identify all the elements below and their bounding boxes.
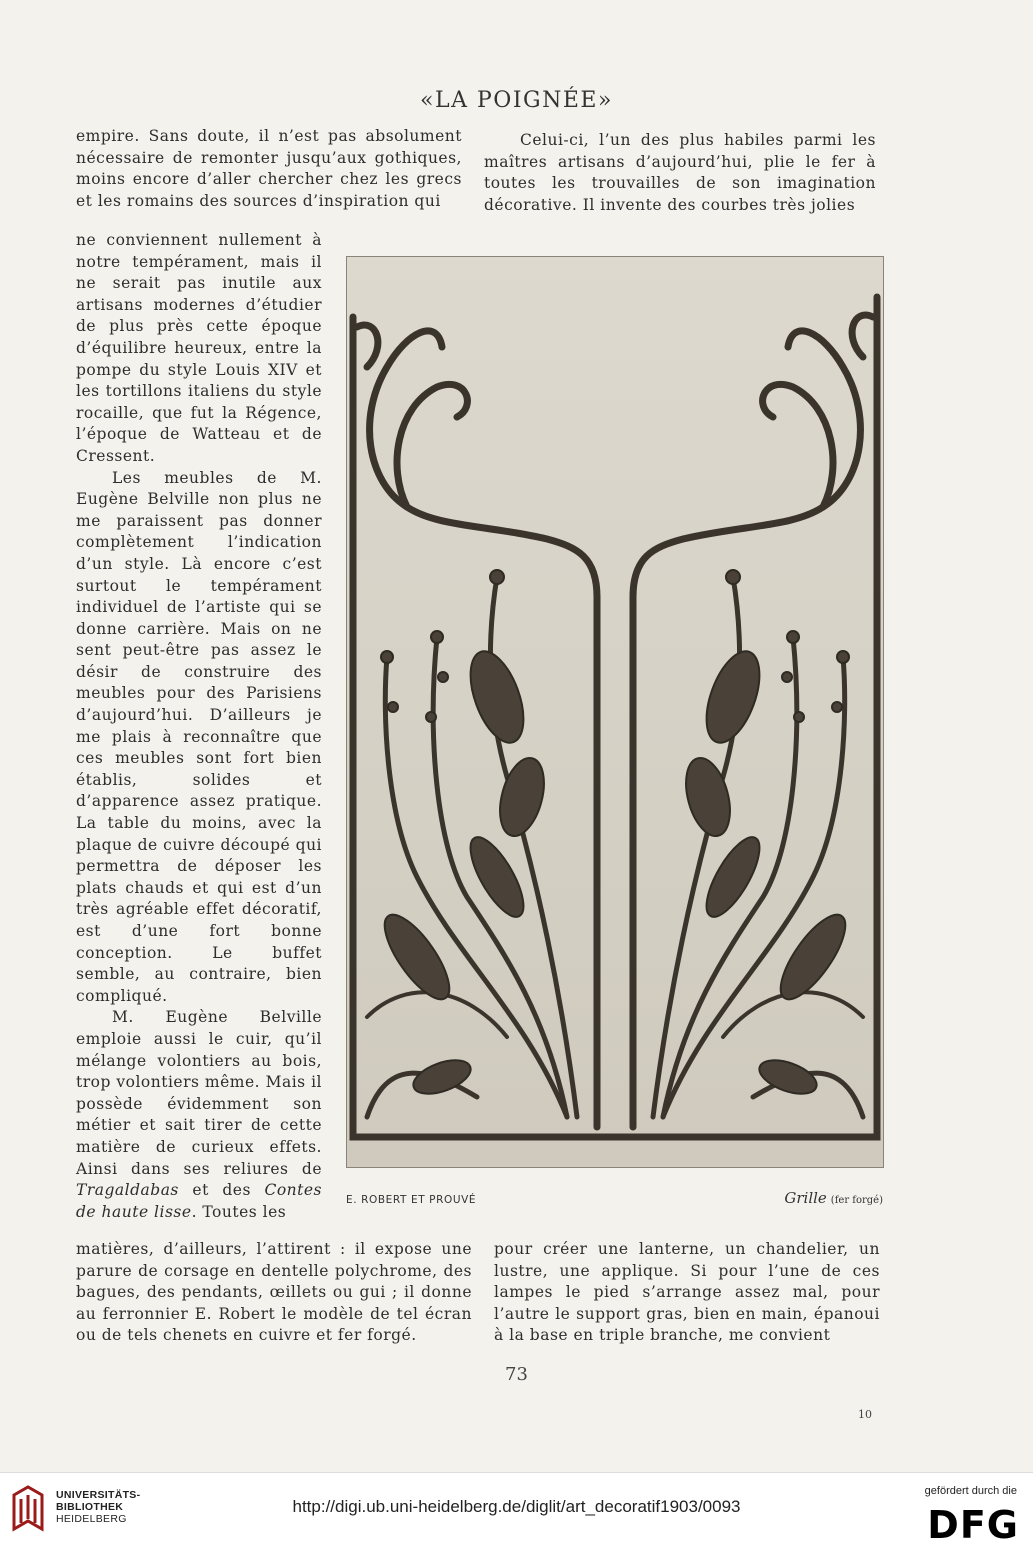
text-run: . Toutes les (191, 1202, 287, 1221)
wrought-iron-grille-image (347, 257, 883, 1167)
paragraph: ne conviennent nullement à notre tempérament, mais il ne serait pas inutile aux artisans modernes d’étudier de plus près cette époque d’équilibre heureux, entre la pompe du style Louis XIV et les tortillons italiens du style rocaille, que fut la Régence, l’époque de Watteau et de Cressent. (76, 231, 322, 465)
library-name-line: BIBLIOTHEK (56, 1501, 124, 1513)
book-title: Contes de haute lisse (76, 1181, 322, 1221)
paragraph: pour créer une lanterne, un chandelier, un lustre, une applique. Si pour l’une de ces lampes le pied s’arrange assez mal, pour l’autre le support gras, bien en main, épanoui à la base en triple branche, me convient (494, 1240, 880, 1345)
right-column-top (484, 130, 876, 216)
caption-title (784, 1189, 883, 1207)
grille-illustration (346, 256, 884, 1168)
left-column-narrow (76, 230, 322, 1223)
running-head: «LA POIGNÉE» (420, 88, 613, 113)
dfg-logo: DFG (927, 1503, 1019, 1547)
right-column-bottom (494, 1239, 880, 1347)
paragraph: Celui-ci, l’un des plus habiles parmi les maîtres artisans d’aujourd’hui, plie le fer à toutes les trouvailles de son imagination décorative. Il invente des courbes très jolies (484, 131, 876, 214)
funding-note: gefördert durch die (924, 1485, 1017, 1497)
left-column-top (76, 126, 462, 212)
paragraph: Les meubles de M. Eugène Belville non plus ne me paraissent pas donner complètement l’indication d’un style. Là encore c’est surtout le tempérament individuel de l’artiste qui se donne carrière. Mais on ne sent peut-être pas assez le désir de construire des meubles pour des Parisiens d’aujourd’hui. D’ailleurs je me plais à reconnaître que ces meubles sont fort bien établis, solides et d’apparence assez pratique. La table du moins, avec la plaque de cuivre découpé qui permettra de déposer les plats chauds et qui est d’un très agréable effet décoratif, est d’une fort bonne conception. Le buffet semble, au contraire, bien compliqué. (76, 468, 323, 1005)
book-title: Tragaldabas (76, 1181, 179, 1200)
permalink-url[interactable]: http://digi.ub.uni-heidelberg.de/diglit/art_decoratif1903/0093 (292, 1497, 741, 1516)
paragraph (76, 1007, 322, 1223)
paragraph: matières, d’ailleurs, l’attirent : il expose une parure de corsage en dentelle polychrome, des bagues, des pendants, œillets ou gui ; il donne au ferronnier E. Robert le modèle de tel écran ou de tels chenets en cuivre et fer forgé. (76, 1240, 472, 1345)
signature-mark: 10 (858, 1408, 872, 1421)
text-run: M. Eugène Belville emploie aussi le cuir, qu’il mélange volontiers au bois, trop volontiers même. Mais il possède évidemment son métier et sait tirer de cette matière de curieux effets. Ainsi dans ses reliures de (76, 1008, 322, 1178)
left-column-bottom (76, 1239, 472, 1347)
caption-credit: E. ROBERT ET PROUVÉ (346, 1194, 477, 1206)
text-run: et des (178, 1181, 265, 1200)
paragraph: empire. Sans doute, il n’est pas absolument nécessaire de remonter jusqu’aux gothiques, moins encore d’aller chercher chez les grecs et les romains des sources d’inspiration qui (76, 127, 462, 210)
caption-detail: (fer forgé) (830, 1195, 883, 1206)
library-name-line: HEIDELBERG (56, 1513, 127, 1525)
page-number: 73 (505, 1364, 528, 1385)
caption-title-text: Grille (784, 1189, 827, 1207)
viewer-footer (0, 1472, 1033, 1548)
library-name-line: UNIVERSITÄTS- (56, 1489, 141, 1501)
